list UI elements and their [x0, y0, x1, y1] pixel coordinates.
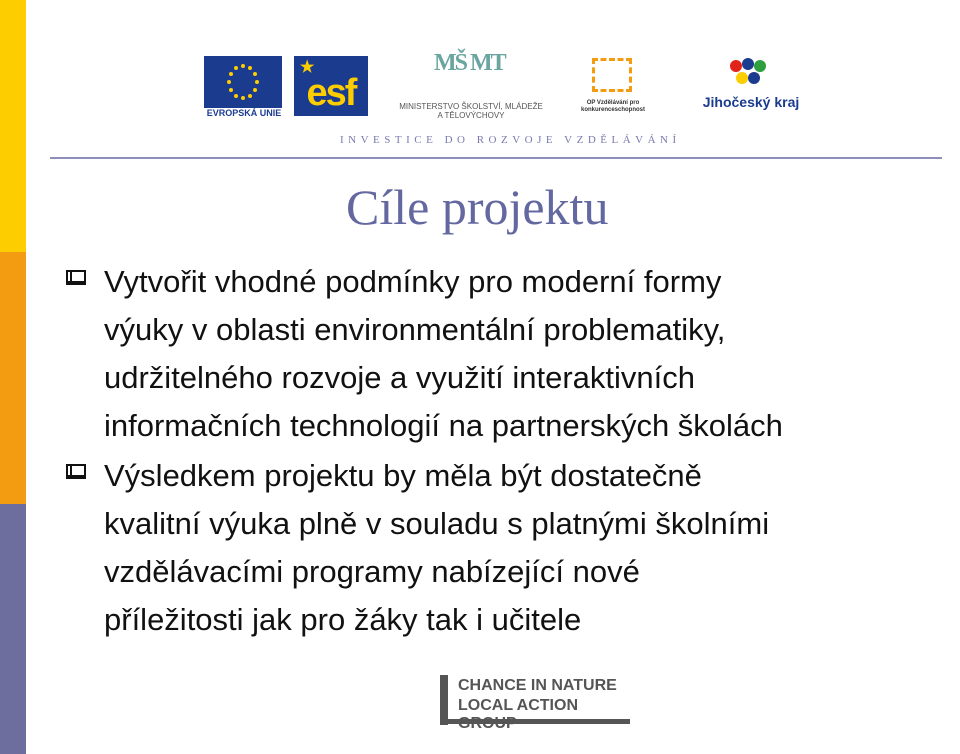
bullet-item: [60, 452, 960, 644]
side-stripe-orange: [0, 252, 26, 504]
logo-bar-vertical: [440, 675, 448, 725]
square-bullet-icon: [66, 464, 86, 479]
bullet-line: příležitosti jak pro žáky tak i učitele: [104, 602, 582, 637]
esf-label: esf: [306, 72, 356, 114]
op-frame-icon: [592, 58, 632, 92]
region-emblem-icon: [726, 58, 770, 86]
bullet-line: udržitelného rozvoje a využití interaktivních: [104, 360, 696, 395]
bullet-line: informačních technologií na partnerských školách: [104, 408, 783, 443]
logo-line2: LOCAL ACTION GROUP: [458, 697, 578, 732]
logo-bar: [200, 50, 820, 130]
side-stripe-purple: [0, 504, 26, 754]
bullet-line: Vytvořit vhodné podmínky pro moderní formy: [104, 264, 722, 299]
bullet-line: vzdělávacími programy nabízející nové: [104, 554, 640, 589]
chance-in-nature-logo: [440, 675, 640, 732]
bullet-line: výuky v oblasti environmentální problematiky,: [104, 312, 726, 347]
square-bullet-icon: [66, 270, 86, 285]
op-text: OP Vzdělávání pro konkurenceschopnost: [580, 100, 645, 113]
jihocesky-kraj-label: Jihočeský kraj: [702, 94, 800, 110]
jihocesky-kraj-logo: [686, 58, 816, 118]
op-logo: [572, 56, 654, 122]
msmt-mark: MŠ MT: [434, 50, 505, 76]
msmt-text: MINISTERSTVO ŠKOLSTVÍ, MLÁDEŽE A TĚLOVÝCHOVY: [399, 102, 543, 120]
star-icon: ★: [300, 59, 313, 76]
header-divider: [50, 157, 942, 159]
page-title: Cíle projektu: [346, 179, 609, 235]
msmt-logo: [396, 52, 546, 122]
eu-flag-icon: [204, 56, 282, 108]
bullet-item: [60, 258, 960, 450]
esf-logo: [294, 56, 368, 116]
bullet-line: Výsledkem projektu by měla být dostatečně: [104, 458, 702, 493]
bullet-line: kvalitní výuka plně v souladu s platnými školními: [104, 506, 770, 541]
tagline: INVESTICE DO ROZVOJE VZDĚLÁVÁNÍ: [340, 134, 681, 146]
eu-label: EVROPSKÁ UNIE: [206, 108, 282, 118]
logo-line1: CHANCE IN NATURE: [458, 677, 617, 694]
bullet-list: [60, 258, 960, 646]
